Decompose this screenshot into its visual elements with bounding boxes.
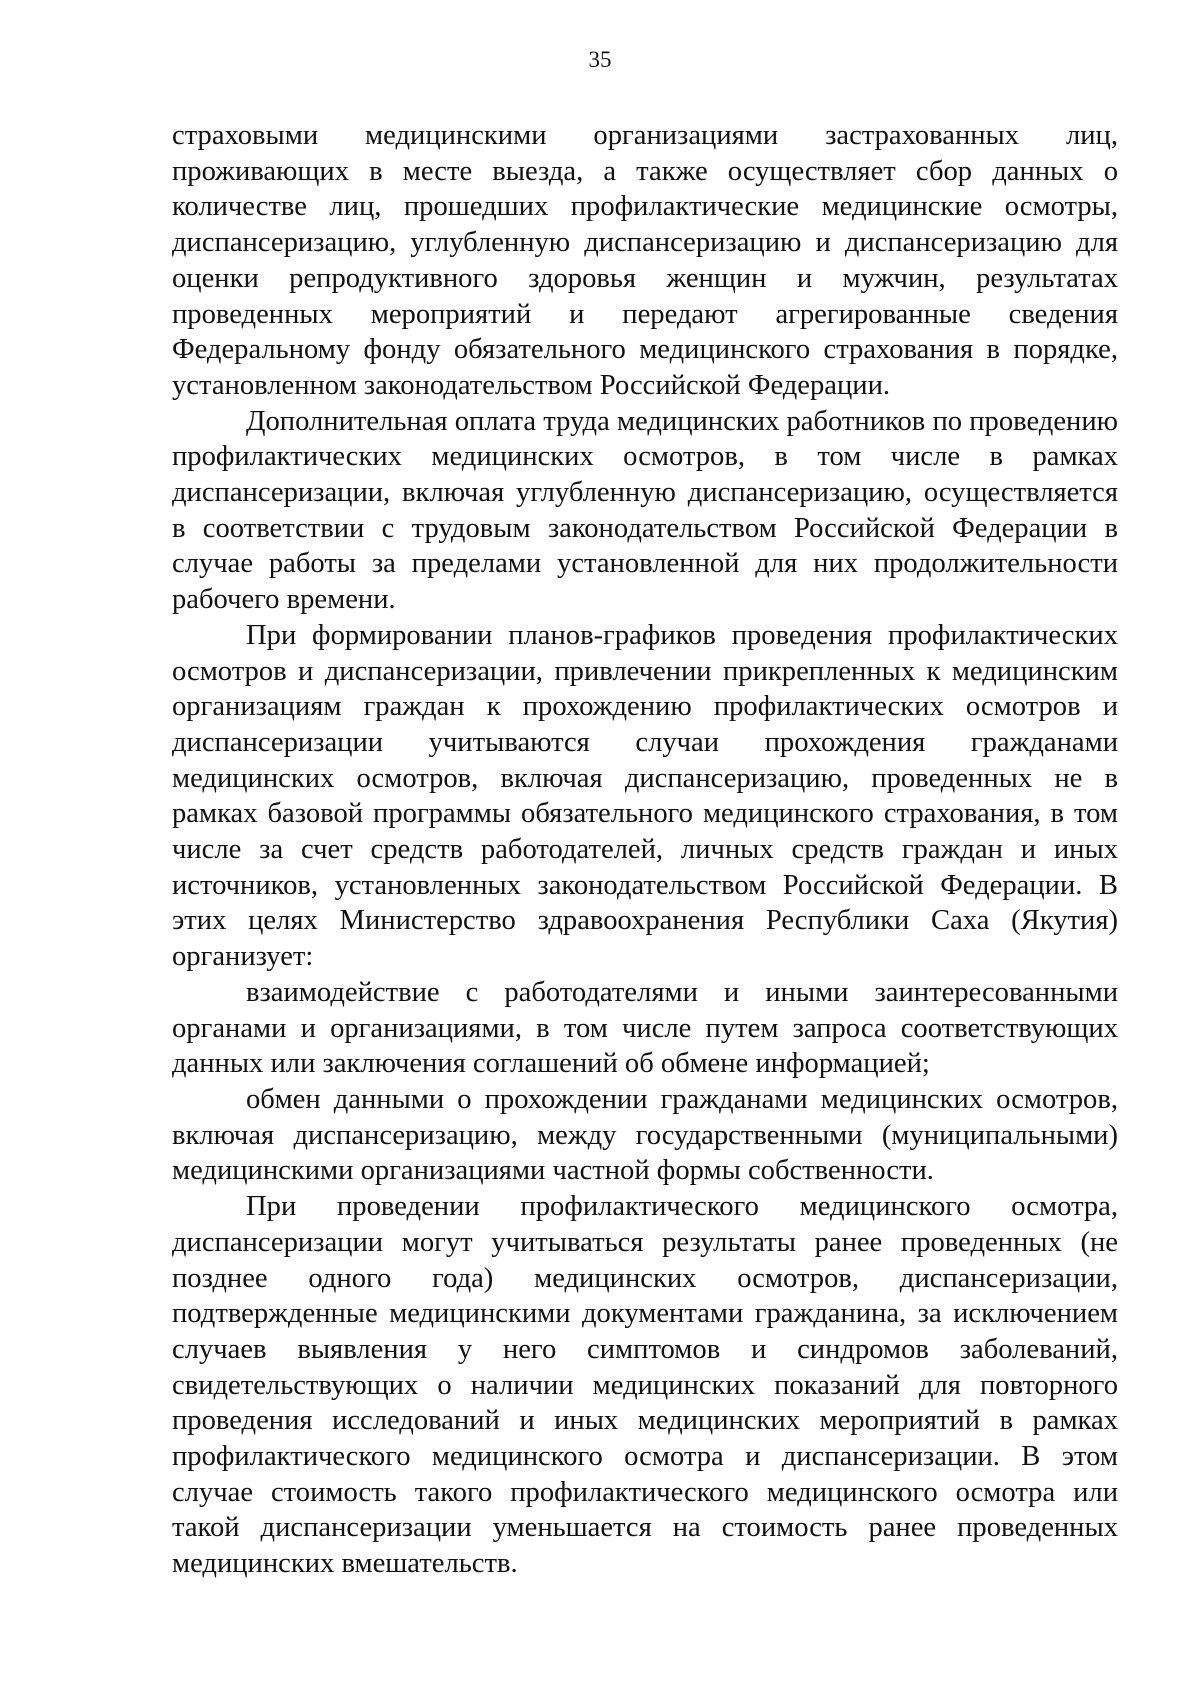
paragraph-interaction-employers: взаимодействие с работодателями и иными заинтересованными органами и организациями, в том числе путем запроса соответствующих данных или заключения соглашений об обмене информацией; — [172, 976, 1118, 1080]
paragraph-data-exchange: обмен данными о прохождении гражданами медицинских осмотров, включая диспансеризацию, между государственными (муниципальными) медицинскими организациями частной формы собственности. — [172, 1083, 1118, 1187]
paragraph-prior-results: При проведении профилактического медицинского осмотра, диспансеризации могут учитываться результаты ранее проведенных (не позднее одного года) медицинских осмотров, диспансеризации, подтвержденные медицинскими документами гражданина, за исключением случаев выявления у него симптомов и синдромов заболеваний, свидетельствующих о наличии медицинских показаний для повторного проведения исследований и иных медицинских мероприятий в рамках профилактического медицинского осмотра и диспансеризации. В этом случае стоимость такого профилактического медицинского осмотра или такой диспансеризации уменьшается на стоимость ранее проведенных медицинских вмешательств. — [172, 1191, 1118, 1580]
page-number: 35 — [588, 47, 612, 72]
paragraph-schedule-planning: При формировании планов-графиков проведения профилактических осмотров и диспансеризации, привлечении прикрепленных к медицинским организациям граждан к прохождению профилактических осмотров и диспансеризации учитываются случаи прохождения гражданами медицинских осмотров, включая диспансеризацию, проведенных не в рамках базовой программы обязательного медицинского страхования, в том числе за счет средств работодателей, личных средств граждан и иных источников, установленных законодательством Российской Федерации. В этих целях Министерство здравоохранения Республики Саха (Якутия) организует: — [172, 619, 1118, 973]
document-body — [172, 118, 1118, 1582]
paragraph-continuation: страховыми медицинскими организациями застрахованных лиц, проживающих в месте выезда, а также осуществляет сбор данных о количестве лиц, прошедших профилактические медицинские осмотры, диспансеризацию, углубленную диспансеризацию и диспансеризацию для оценки репродуктивного здоровья женщин и мужчин, результатах проведенных мероприятий и передают агрегированные сведения Федеральному фонду обязательного медицинского страхования в порядке, установленном законодательством Российской Федерации. — [172, 120, 1118, 401]
paragraph-additional-pay: Дополнительная оплата труда медицинских работников по проведению профилактических медицинских осмотров, в том числе в рамках диспансеризации, включая углубленную диспансеризацию, осуществляется в соответствии с трудовым законодательством Российской Федерации в случае работы за пределами установленной для них продолжительности рабочего времени. — [172, 405, 1118, 616]
